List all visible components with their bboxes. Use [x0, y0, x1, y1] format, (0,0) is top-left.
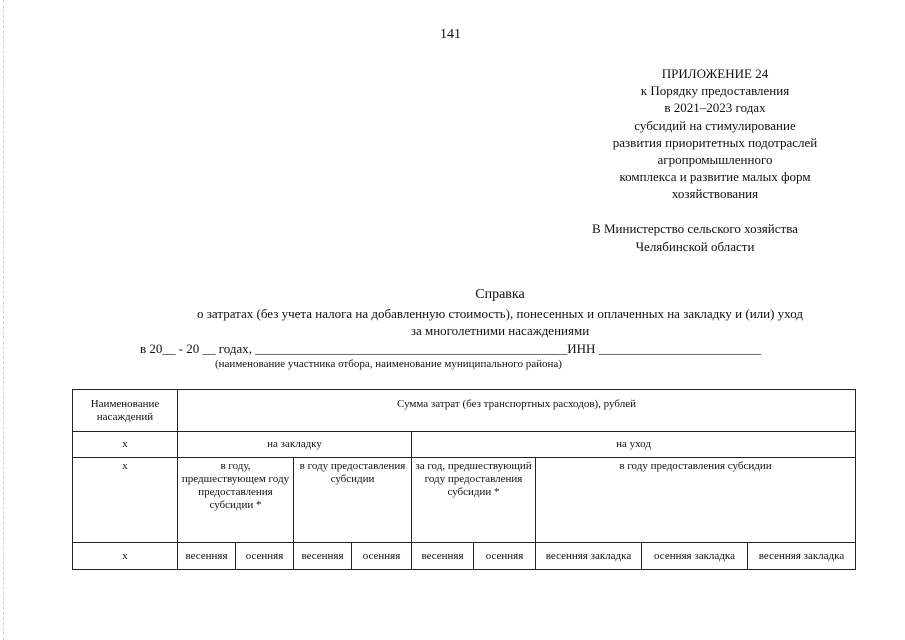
season-spring: весенняя	[178, 543, 236, 570]
page-number: 141	[440, 27, 461, 42]
costs-table	[72, 389, 856, 570]
season-spring: весенняя	[412, 543, 474, 570]
table-row	[73, 390, 856, 432]
appendix-heading	[560, 65, 870, 203]
appendix-line: комплекса и развитие малых форм	[619, 169, 811, 185]
x-cell: х	[73, 458, 178, 543]
season-autumn: осенняя	[474, 543, 536, 570]
reference-subtitle-line: о затратах (без учета налога на добавленную стоимость), понесенных и оплаченных на закладку и (или) уход	[197, 306, 803, 321]
header-care-subsidy-year: в году предоставления субсидии	[536, 458, 856, 543]
header-planting: на закладку	[178, 432, 412, 458]
appendix-line: развития приоритетных подотраслей	[612, 134, 818, 150]
addressee-line: В Министерство сельского хозяйства	[592, 221, 798, 236]
season-autumn: осенняя	[236, 543, 294, 570]
season-spring-planting: весенняя закладка	[536, 543, 642, 570]
season-autumn-planting: осенняя закладка	[642, 543, 748, 570]
table-row	[73, 458, 856, 543]
x-cell: х	[73, 432, 178, 458]
header-planting-prev-year: в году, предшествующем году предоставления субсидии *	[178, 458, 294, 543]
season-spring: весенняя	[294, 543, 352, 570]
addressee-block	[545, 220, 845, 256]
participant-caption: (наименование участника отбора, наименование муниципального района)	[215, 358, 562, 370]
addressee-line: Челябинской области	[635, 239, 755, 254]
period-and-inn-line: в 20__ - 20 __ годах, ________________________________________________ИНН _________________________	[140, 341, 762, 356]
table-row	[73, 543, 856, 570]
table-row	[73, 432, 856, 458]
appendix-line: к Порядку предоставления	[640, 83, 790, 99]
appendix-line: ПРИЛОЖЕНИЕ 24	[661, 66, 769, 81]
header-plant-name: Наименование насаждений	[73, 390, 178, 432]
reference-title: Справка	[475, 287, 525, 302]
reference-subtitle-line: за многолетними насаждениями	[410, 323, 590, 338]
appendix-line: субсидий на стимулирование	[634, 117, 796, 133]
appendix-line: в 2021–2023 годах	[664, 100, 766, 116]
header-care: на уход	[412, 432, 856, 458]
scan-edge-line	[3, 0, 5, 640]
season-spring-planting: весенняя закладка	[748, 543, 856, 570]
header-total-sum: Сумма затрат (без транспортных расходов), рублей	[178, 390, 856, 432]
header-planting-subsidy-year: в году предоставления субсидии	[294, 458, 412, 543]
x-cell: х	[73, 543, 178, 570]
season-autumn: осенняя	[352, 543, 412, 570]
reference-subtitle	[140, 305, 860, 339]
appendix-line: хозяйствования	[671, 186, 759, 202]
appendix-line: агропромышленного	[657, 152, 773, 168]
header-care-prev-year: за год, предшествующий году предоставления субсидии *	[412, 458, 536, 543]
